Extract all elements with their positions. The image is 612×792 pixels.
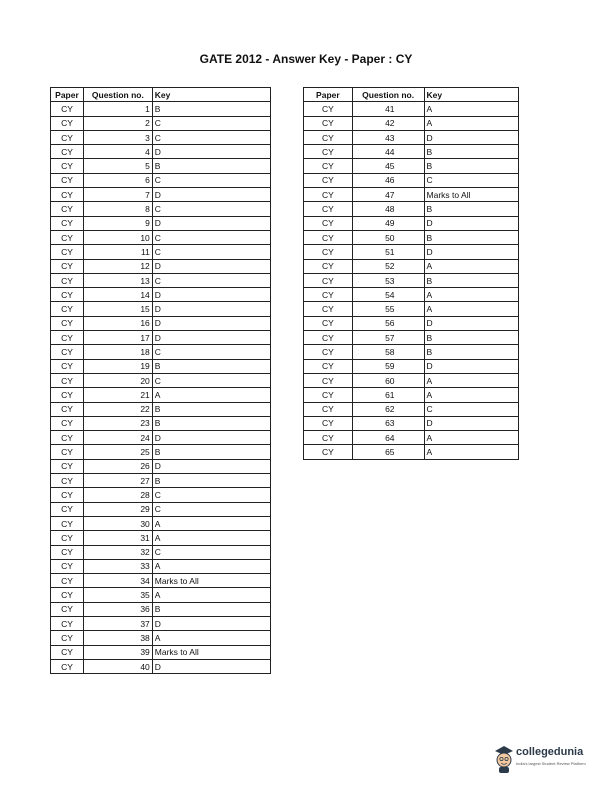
question-number-cell: 40 (83, 659, 152, 673)
table-row (304, 373, 519, 387)
question-number-cell: 25 (83, 445, 152, 459)
question-number-cell: 60 (352, 373, 424, 387)
question-number-cell: 49 (352, 216, 424, 230)
table-row (51, 574, 271, 588)
answer-key-cell: C (152, 116, 270, 130)
answer-key-cell: D (424, 130, 518, 144)
question-number-cell: 18 (83, 345, 152, 359)
answer-key-cell: D (152, 259, 270, 273)
question-number-cell: 54 (352, 288, 424, 302)
answer-key-cell: B (424, 273, 518, 287)
table-row (51, 616, 271, 630)
paper-cell: CY (51, 188, 84, 202)
table-row (51, 488, 271, 502)
table-row (51, 202, 271, 216)
question-number-cell: 47 (352, 188, 424, 202)
answer-key-cell: C (152, 173, 270, 187)
answer-key-table-left (50, 87, 271, 674)
question-number-cell: 10 (83, 230, 152, 244)
table-row (51, 345, 271, 359)
header-key: Key (152, 88, 270, 102)
table-row (51, 588, 271, 602)
question-number-cell: 35 (83, 588, 152, 602)
answer-key-cell: C (152, 502, 270, 516)
question-number-cell: 6 (83, 173, 152, 187)
table-row (304, 288, 519, 302)
paper-cell: CY (304, 416, 353, 430)
table-row (51, 173, 271, 187)
answer-key-cell: D (152, 216, 270, 230)
answer-key-cell: D (152, 302, 270, 316)
paper-cell: CY (51, 631, 84, 645)
paper-cell: CY (51, 130, 84, 144)
paper-cell: CY (304, 216, 353, 230)
question-number-cell: 27 (83, 474, 152, 488)
paper-cell: CY (304, 173, 353, 187)
question-number-cell: 34 (83, 574, 152, 588)
table-row (51, 431, 271, 445)
table-row (51, 502, 271, 516)
paper-cell: CY (51, 502, 84, 516)
answer-key-cell: Marks to All (152, 645, 270, 659)
answer-key-cell: B (424, 331, 518, 345)
paper-cell: CY (51, 602, 84, 616)
paper-cell: CY (51, 245, 84, 259)
table-row (304, 416, 519, 430)
question-number-cell: 33 (83, 559, 152, 573)
question-number-cell: 46 (352, 173, 424, 187)
question-number-cell: 20 (83, 373, 152, 387)
table-row (51, 331, 271, 345)
table-row (304, 402, 519, 416)
paper-cell: CY (304, 259, 353, 273)
paper-cell: CY (51, 288, 84, 302)
paper-cell: CY (51, 416, 84, 430)
paper-cell: CY (304, 188, 353, 202)
table-row (51, 474, 271, 488)
answer-key-cell: C (424, 402, 518, 416)
answer-key-cell: B (424, 230, 518, 244)
answer-key-cell: B (424, 145, 518, 159)
question-number-cell: 23 (83, 416, 152, 430)
table-row (304, 216, 519, 230)
answer-key-cell: B (424, 202, 518, 216)
graduate-mascot-icon (494, 744, 514, 774)
answer-key-cell: D (424, 216, 518, 230)
paper-cell: CY (51, 402, 84, 416)
paper-cell: CY (51, 302, 84, 316)
paper-cell: CY (304, 202, 353, 216)
answer-key-cell: C (152, 245, 270, 259)
question-number-cell: 17 (83, 331, 152, 345)
answer-key-cell: A (152, 531, 270, 545)
paper-cell: CY (51, 531, 84, 545)
answer-key-cell: D (152, 145, 270, 159)
table-row (304, 202, 519, 216)
paper-cell: CY (304, 359, 353, 373)
answer-key-cell: C (152, 130, 270, 144)
table-row (51, 302, 271, 316)
question-number-cell: 52 (352, 259, 424, 273)
answer-key-cell: Marks to All (152, 574, 270, 588)
table-row (304, 116, 519, 130)
answer-key-cell: D (152, 659, 270, 673)
question-number-cell: 31 (83, 531, 152, 545)
question-number-cell: 26 (83, 459, 152, 473)
question-number-cell: 9 (83, 216, 152, 230)
answer-key-cell: A (424, 388, 518, 402)
answer-key-cell: C (152, 545, 270, 559)
paper-cell: CY (51, 431, 84, 445)
answer-key-cell: D (152, 459, 270, 473)
answer-key-cell: A (424, 102, 518, 116)
table-row (304, 388, 519, 402)
answer-key-cell: C (152, 202, 270, 216)
answer-key-cell: D (424, 359, 518, 373)
question-number-cell: 64 (352, 431, 424, 445)
table-row (304, 130, 519, 144)
answer-key-cell: A (424, 373, 518, 387)
paper-cell: CY (304, 102, 353, 116)
paper-cell: CY (51, 259, 84, 273)
table-row (304, 173, 519, 187)
paper-cell: CY (304, 373, 353, 387)
answer-key-cell: A (152, 559, 270, 573)
answer-key-cell: B (152, 602, 270, 616)
paper-cell: CY (51, 216, 84, 230)
table-row (51, 602, 271, 616)
answer-key-cell: D (424, 245, 518, 259)
answer-key-cell: B (152, 102, 270, 116)
question-number-cell: 36 (83, 602, 152, 616)
logo-wordmark: collegedunia (516, 746, 584, 758)
answer-key-cell: A (152, 631, 270, 645)
paper-cell: CY (51, 474, 84, 488)
answer-key-cell: C (152, 230, 270, 244)
answer-key-cell: A (424, 431, 518, 445)
question-number-cell: 45 (352, 159, 424, 173)
paper-cell: CY (304, 273, 353, 287)
table-row (51, 273, 271, 287)
paper-cell: CY (51, 574, 84, 588)
paper-cell: CY (51, 588, 84, 602)
answer-key-cell: D (152, 616, 270, 630)
paper-cell: CY (51, 445, 84, 459)
question-number-cell: 50 (352, 230, 424, 244)
paper-cell: CY (51, 159, 84, 173)
paper-cell: CY (304, 245, 353, 259)
question-number-cell: 63 (352, 416, 424, 430)
table-header-row (51, 88, 271, 102)
paper-cell: CY (51, 345, 84, 359)
answer-key-table-right (303, 87, 519, 460)
paper-cell: CY (304, 431, 353, 445)
question-number-cell: 39 (83, 645, 152, 659)
answer-key-cell: B (152, 445, 270, 459)
paper-cell: CY (304, 331, 353, 345)
table-row (304, 245, 519, 259)
table-row (51, 388, 271, 402)
answer-key-cell: A (424, 259, 518, 273)
question-number-cell: 58 (352, 345, 424, 359)
question-number-cell: 14 (83, 288, 152, 302)
table-row (304, 359, 519, 373)
table-row (51, 373, 271, 387)
question-number-cell: 57 (352, 331, 424, 345)
paper-cell: CY (304, 302, 353, 316)
answer-key-cell: B (152, 159, 270, 173)
question-number-cell: 8 (83, 202, 152, 216)
table-row (51, 216, 271, 230)
question-number-cell: 29 (83, 502, 152, 516)
header-question: Question no. (83, 88, 152, 102)
question-number-cell: 30 (83, 516, 152, 530)
answer-key-cell: A (152, 388, 270, 402)
answer-key-cell: C (152, 273, 270, 287)
table-row (51, 531, 271, 545)
paper-cell: CY (51, 273, 84, 287)
table-row (304, 445, 519, 459)
paper-cell: CY (51, 659, 84, 673)
question-number-cell: 3 (83, 130, 152, 144)
answer-key-cell: C (152, 345, 270, 359)
paper-cell: CY (51, 145, 84, 159)
answer-key-cell: C (152, 488, 270, 502)
question-number-cell: 38 (83, 631, 152, 645)
question-number-cell: 44 (352, 145, 424, 159)
paper-cell: CY (304, 130, 353, 144)
answer-key-cell: B (152, 359, 270, 373)
answer-key-cell: B (424, 345, 518, 359)
paper-cell: CY (51, 173, 84, 187)
paper-cell: CY (304, 345, 353, 359)
paper-cell: CY (51, 488, 84, 502)
question-number-cell: 19 (83, 359, 152, 373)
page-title: GATE 2012 - Answer Key - Paper : CY (199, 52, 413, 66)
question-number-cell: 55 (352, 302, 424, 316)
paper-cell: CY (51, 373, 84, 387)
answer-key-cell: A (424, 445, 518, 459)
answer-key-cell: B (152, 474, 270, 488)
question-number-cell: 11 (83, 245, 152, 259)
answer-key-cell: A (152, 588, 270, 602)
paper-cell: CY (304, 230, 353, 244)
paper-cell: CY (51, 116, 84, 130)
header-paper: Paper (51, 88, 84, 102)
table-row (51, 188, 271, 202)
answer-key-cell: C (152, 373, 270, 387)
question-number-cell: 5 (83, 159, 152, 173)
table-row (51, 159, 271, 173)
table-row (304, 145, 519, 159)
table-row (51, 631, 271, 645)
paper-cell: CY (51, 645, 84, 659)
paper-cell: CY (51, 616, 84, 630)
table-row (304, 159, 519, 173)
header-paper: Paper (304, 88, 353, 102)
table-row (304, 273, 519, 287)
answer-key-cell: A (424, 288, 518, 302)
answer-key-cell: D (152, 431, 270, 445)
answer-key-cell: C (424, 173, 518, 187)
header-question: Question no. (352, 88, 424, 102)
question-number-cell: 48 (352, 202, 424, 216)
question-number-cell: 51 (352, 245, 424, 259)
table-row (51, 245, 271, 259)
question-number-cell: 32 (83, 545, 152, 559)
answer-key-cell: D (152, 188, 270, 202)
question-number-cell: 22 (83, 402, 152, 416)
table-row (51, 102, 271, 116)
table-row (51, 559, 271, 573)
question-number-cell: 41 (352, 102, 424, 116)
collegedunia-logo (494, 742, 594, 778)
table-row (51, 659, 271, 673)
answer-key-cell: D (424, 316, 518, 330)
paper-cell: CY (51, 331, 84, 345)
answer-key-cell: B (152, 416, 270, 430)
question-number-cell: 65 (352, 445, 424, 459)
question-number-cell: 15 (83, 302, 152, 316)
table-row (304, 259, 519, 273)
table-row (51, 288, 271, 302)
table-row (51, 259, 271, 273)
paper-cell: CY (51, 102, 84, 116)
question-number-cell: 59 (352, 359, 424, 373)
paper-cell: CY (304, 145, 353, 159)
paper-cell: CY (304, 388, 353, 402)
table-row (51, 145, 271, 159)
table-row (51, 516, 271, 530)
table-row (51, 316, 271, 330)
logo-tagline: India's largest Student Review Platform (516, 761, 586, 766)
question-number-cell: 62 (352, 402, 424, 416)
table-row (304, 431, 519, 445)
table-row (304, 188, 519, 202)
table-row (51, 116, 271, 130)
answer-key-cell: A (152, 516, 270, 530)
paper-cell: CY (304, 116, 353, 130)
table-row (51, 459, 271, 473)
answer-key-cell: B (152, 402, 270, 416)
paper-cell: CY (51, 516, 84, 530)
paper-cell: CY (51, 459, 84, 473)
table-row (304, 345, 519, 359)
question-number-cell: 43 (352, 130, 424, 144)
answer-key-cell: Marks to All (424, 188, 518, 202)
table-row (51, 359, 271, 373)
table-row (304, 316, 519, 330)
answer-key-cell: D (424, 416, 518, 430)
question-number-cell: 7 (83, 188, 152, 202)
question-number-cell: 12 (83, 259, 152, 273)
question-number-cell: 56 (352, 316, 424, 330)
paper-cell: CY (51, 388, 84, 402)
table-row (304, 331, 519, 345)
paper-cell: CY (51, 316, 84, 330)
table-row (51, 230, 271, 244)
table-row (51, 416, 271, 430)
table-row (51, 402, 271, 416)
table-header-row (304, 88, 519, 102)
answer-key-cell: D (152, 316, 270, 330)
table-row (51, 645, 271, 659)
paper-cell: CY (51, 230, 84, 244)
paper-cell: CY (51, 559, 84, 573)
table-row (304, 230, 519, 244)
answer-key-cell: D (152, 288, 270, 302)
paper-cell: CY (51, 359, 84, 373)
paper-cell: CY (304, 445, 353, 459)
table-row (304, 302, 519, 316)
table-row (51, 445, 271, 459)
answer-key-cell: A (424, 116, 518, 130)
answer-key-cell: A (424, 302, 518, 316)
question-number-cell: 24 (83, 431, 152, 445)
question-number-cell: 16 (83, 316, 152, 330)
header-key: Key (424, 88, 518, 102)
table-row (51, 545, 271, 559)
table-row (304, 102, 519, 116)
question-number-cell: 28 (83, 488, 152, 502)
answer-key-cell: D (152, 331, 270, 345)
question-number-cell: 37 (83, 616, 152, 630)
question-number-cell: 13 (83, 273, 152, 287)
paper-cell: CY (304, 316, 353, 330)
paper-cell: CY (304, 288, 353, 302)
answer-key-cell: B (424, 159, 518, 173)
paper-cell: CY (51, 545, 84, 559)
question-number-cell: 21 (83, 388, 152, 402)
question-number-cell: 1 (83, 102, 152, 116)
question-number-cell: 4 (83, 145, 152, 159)
question-number-cell: 61 (352, 388, 424, 402)
question-number-cell: 2 (83, 116, 152, 130)
question-number-cell: 53 (352, 273, 424, 287)
table-row (51, 130, 271, 144)
paper-cell: CY (304, 159, 353, 173)
question-number-cell: 42 (352, 116, 424, 130)
paper-cell: CY (304, 402, 353, 416)
paper-cell: CY (51, 202, 84, 216)
